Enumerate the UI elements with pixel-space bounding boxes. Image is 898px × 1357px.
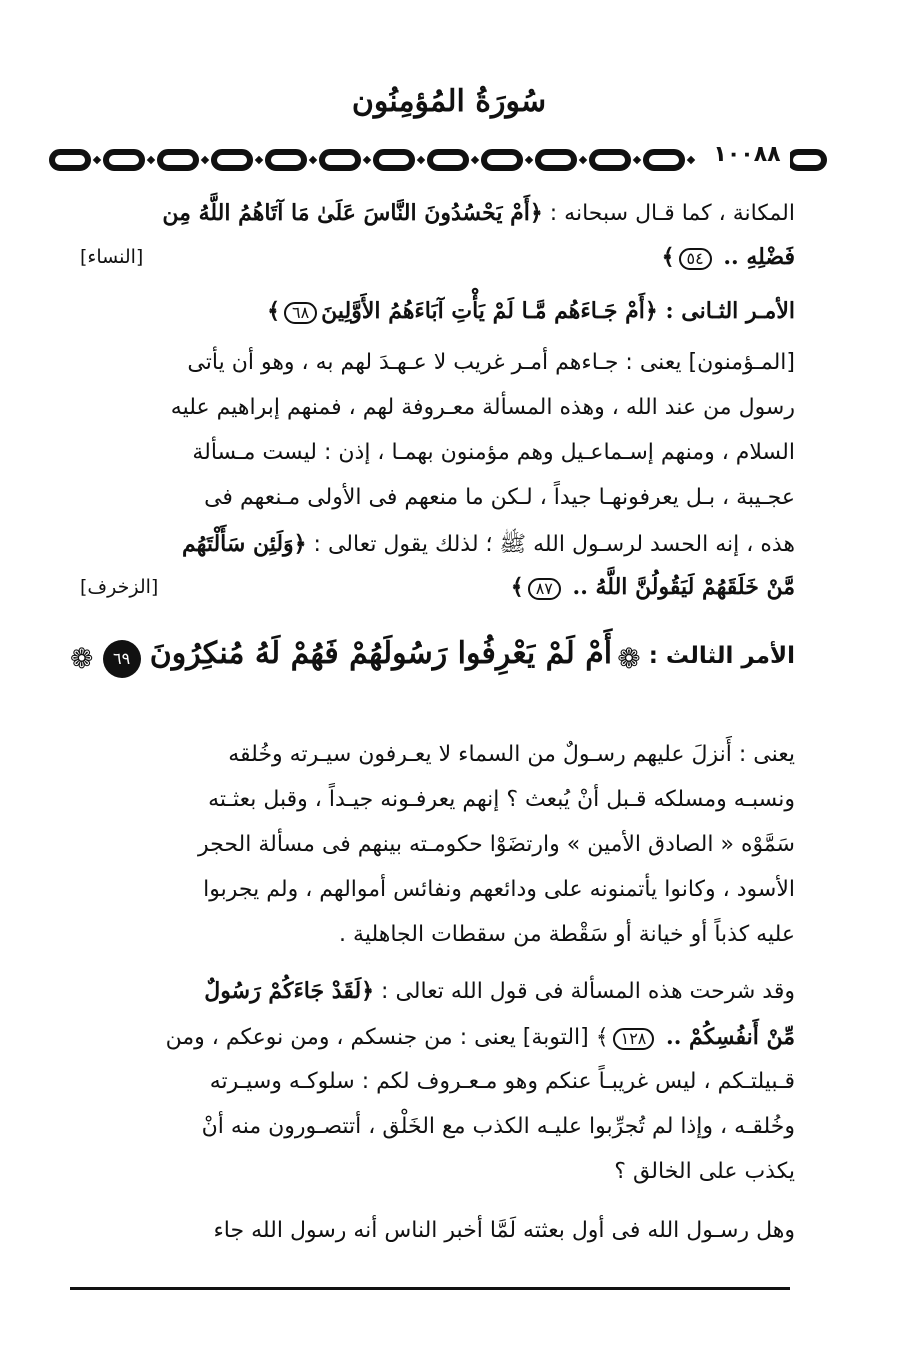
chain-link — [646, 152, 682, 168]
second-quote: ﴿أَمْ جَـاءَهُم مَّـا لَمْ يَأْتِ آبَاءَهُمُ الأَوَّلِينَ — [321, 298, 658, 324]
second-matter-line — [70, 298, 795, 324]
chain-link — [214, 152, 250, 168]
chain-link — [430, 152, 466, 168]
p2-line3: السلام ، ومنهم إسـماعـيل وهم مؤمنون بهمـا ، إذن : ليست مـسألة — [192, 440, 795, 465]
p4-line2-text: ﴾ [التوبة] يعنى : من جنسكم ، ومن نوعكم ، ومن — [165, 1025, 609, 1050]
p3-line5: عليه كذباً أو خيانة أو سَقْطة من سقطات الجاهلية . — [339, 922, 795, 947]
p1-reference: [النساء] — [80, 246, 144, 268]
p3-line3: سَمَّوْه « الصادق الأمين » وارتضَوْا حكومـته بينهم فى مسألة الحجر — [197, 832, 795, 857]
p3-line1: يعنى : أَنزلَ عليهم رسـولٌ من السماء لا يعـرفون سيـرته وخُلقه — [228, 742, 795, 767]
chain-diamond — [417, 156, 425, 164]
quote-end: ﴾ — [661, 244, 675, 270]
p3-line2: ونسبـه ومسلكه قـبل أنْ يُبعث ؟ إنهم يعرفـونه جيـداً ، وقبل بعثـته — [208, 787, 795, 812]
chain-link — [376, 152, 412, 168]
chain-link — [268, 152, 304, 168]
chain-diamond — [525, 156, 533, 164]
p1-line2-quote: فَضْلِهِ .. — [715, 244, 795, 270]
p2-line6 — [70, 574, 795, 600]
p2-line4: عجـيبة ، بـل يعرفونهـا جيداً ، لـكن ما منعهم فى الأولى مـنعهم فى — [204, 485, 795, 510]
quote-end: ﴾ — [510, 574, 524, 600]
bottom-rule — [70, 1287, 790, 1290]
p4-line2-quote: مِّنْ أَنفُسِكُمْ .. — [658, 1024, 795, 1050]
chain-diamond — [201, 156, 209, 164]
p2-line1: [المـؤمنون] يعنى : جـاءهم أمـر غريب لا عـهـدَ لهم به ، وهو أن يأتى — [187, 350, 795, 375]
chain-diamond — [255, 156, 263, 164]
p5-line1: وهل رسـول الله فى أول بعثته لَمَّا أخبر الناس أنه رسول الله جاء — [213, 1218, 795, 1243]
p4-line3: قـبيلتـكم ، ليس غريبـاً عنكم وهو مـعـروف لكم : سلوكـه وسيـرته — [209, 1069, 795, 1094]
chain-link — [484, 152, 520, 168]
chain-link — [322, 152, 358, 168]
verse-number: ٨٧ — [528, 578, 561, 600]
chain-diamond — [363, 156, 371, 164]
second-label: الأمـر الثـانى : — [657, 298, 795, 324]
chain-link — [790, 152, 824, 168]
chain-link — [160, 152, 196, 168]
p4-line1 — [70, 978, 795, 1004]
verse-number: ٥٤ — [679, 248, 712, 270]
p4-line4: وخُلقـه ، وإذا لم تُجرِّبوا عليـه الكذب مع الخَلْق ، أتتصـورون منه أنْ — [201, 1114, 795, 1139]
p3-line4: الأسود ، وكانوا يأتمنونه على ودائعهم ونفائس أموالهم ، ولم يجربوا — [203, 877, 795, 902]
chain-diamond — [471, 156, 479, 164]
p2-line5-quote: ﴿وَلَئِن سَأَلْتَهُم — [182, 531, 307, 557]
third-quote: أَمْ لَمْ يَعْرِفُوا رَسُولَهُمْ فَهُمْ لَهُ مُنكِرُونَ — [149, 636, 613, 671]
p1-line1-text: المكانة ، كما قـال سبحانه : — [542, 201, 795, 226]
chain-diamond — [579, 156, 587, 164]
p2-line6-quote: مَّنْ خَلَقَهُمْ لَيَقُولُنَّ اللَّهُ .. — [564, 574, 795, 600]
verse-number: ١٢٨ — [613, 1028, 655, 1050]
p4-line5: يكذب على الخالق ؟ — [614, 1159, 795, 1184]
p1-line1 — [70, 200, 795, 226]
page-number: ١٠٠٨٨ — [704, 142, 790, 168]
third-label: الأمر الثالث : — [640, 643, 795, 669]
chain-diamond — [309, 156, 317, 164]
flower-ornament-icon: ❁ — [617, 642, 641, 675]
third-matter-line — [70, 636, 795, 678]
verse-number: ٦٨ — [284, 302, 317, 324]
chain-diamond — [687, 156, 695, 164]
chain-diamond — [147, 156, 155, 164]
p2-line5-text: هذه ، إنه الحسد لرسـول الله ﷺ ؛ لذلك يقول تعالى : — [306, 532, 795, 557]
chain-link — [592, 152, 628, 168]
verse-medallion-icon: ٦٩ — [103, 640, 141, 678]
p2-line2: رسول من عند الله ، وهذه المسألة معـروفة لهم ، فمنهم إبراهيم عليه — [170, 395, 795, 420]
p1-line1-quote: ﴿أَمْ يَحْسُدُونَ النَّاسَ عَلَىٰ مَا آتَاهُمُ اللَّهُ مِن — [162, 200, 543, 226]
p2-line5 — [70, 530, 795, 562]
chain-link — [106, 152, 142, 168]
chain-link — [52, 152, 88, 168]
quote-end: ﴾ — [267, 298, 280, 324]
chain-diamond — [93, 156, 101, 164]
flower-ornament-icon: ❁ — [70, 642, 94, 675]
chain-diamond — [633, 156, 641, 164]
p4-line1-text: وقد شرحت هذه المسألة فى قول الله تعالى : — [374, 979, 795, 1004]
p4-line2 — [70, 1024, 795, 1050]
p1-line2 — [70, 244, 795, 270]
surah-title: سُورَةُ المُؤمِنُون — [351, 84, 547, 119]
p2-reference: [الزخرف] — [80, 576, 159, 598]
p4-line1-quote: ﴿لَقَدْ جَاءَكُمْ رَسُولٌ — [204, 978, 375, 1004]
chain-link — [538, 152, 574, 168]
